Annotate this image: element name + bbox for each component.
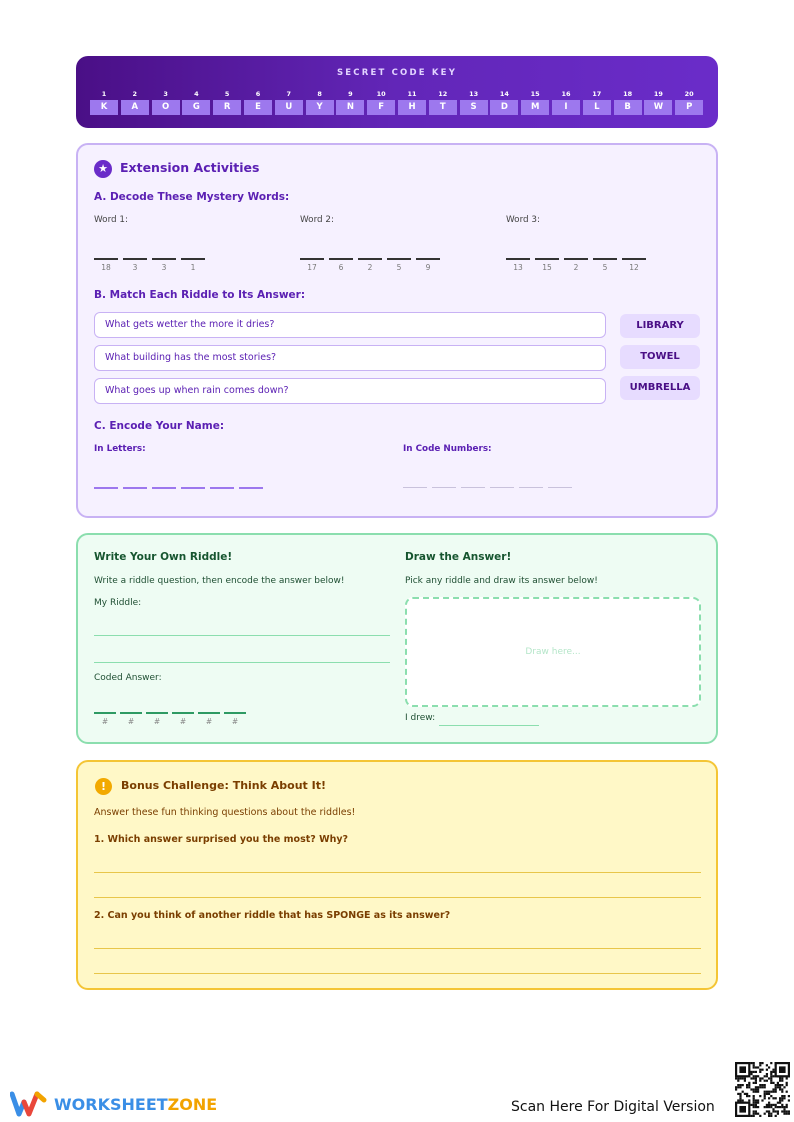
code-key-cell bbox=[244, 89, 272, 115]
name-number-blank[interactable] bbox=[403, 487, 427, 488]
letter-blank[interactable] bbox=[416, 258, 440, 260]
code-key-cell bbox=[614, 89, 642, 115]
own-riddle-instructions: Write a riddle question, then encode the answer below! bbox=[94, 576, 345, 586]
name-letter-blank[interactable] bbox=[152, 487, 176, 489]
code-key-letter: N bbox=[336, 100, 364, 115]
code-key-number: 4 bbox=[194, 90, 199, 98]
code-key-cell bbox=[336, 89, 364, 115]
coded-number-mark: # bbox=[179, 717, 187, 726]
code-key-cell bbox=[121, 89, 149, 115]
riddle-2[interactable]: What building has the most stories? bbox=[94, 345, 606, 371]
code-number: 3 bbox=[132, 263, 138, 272]
code-key-letter: A bbox=[121, 100, 149, 115]
in-letters-label: In Letters: bbox=[94, 444, 146, 454]
name-letter-blank[interactable] bbox=[94, 487, 118, 489]
coded-letter-blank[interactable] bbox=[224, 712, 246, 714]
code-number: 9 bbox=[425, 263, 431, 272]
code-number: 13 bbox=[513, 263, 523, 272]
word-2-label: Word 2: bbox=[300, 215, 334, 225]
code-key-letter: E bbox=[244, 100, 272, 115]
letter-blank[interactable] bbox=[358, 258, 382, 260]
letter-blank[interactable] bbox=[300, 258, 324, 260]
name-letter-blank[interactable] bbox=[123, 487, 147, 489]
code-key-cell bbox=[152, 89, 180, 115]
coded-letter-blank[interactable] bbox=[94, 712, 116, 714]
bonus-challenge-panel bbox=[76, 760, 718, 990]
scan-text: Scan Here For Digital Version bbox=[511, 1099, 715, 1115]
letter-blank[interactable] bbox=[535, 258, 559, 260]
letter-blank[interactable] bbox=[329, 258, 353, 260]
code-key-number: 17 bbox=[592, 90, 602, 98]
code-key-cell bbox=[275, 89, 303, 115]
code-key-number: 10 bbox=[376, 90, 386, 98]
star-icon: ★ bbox=[94, 160, 112, 178]
logo-w-icon bbox=[10, 1090, 48, 1118]
code-key-cell bbox=[182, 89, 210, 115]
letter-blank[interactable] bbox=[564, 258, 588, 260]
word-3-label: Word 3: bbox=[506, 215, 540, 225]
letter-blank[interactable] bbox=[181, 258, 205, 260]
my-riddle-label: My Riddle: bbox=[94, 598, 142, 608]
name-number-blank[interactable] bbox=[490, 487, 514, 488]
code-key-letter: P bbox=[675, 100, 703, 115]
i-drew-line[interactable] bbox=[439, 725, 539, 726]
code-key-number: 20 bbox=[684, 90, 694, 98]
coded-letter-blank[interactable] bbox=[120, 712, 142, 714]
letter-blank[interactable] bbox=[506, 258, 530, 260]
code-key-number: 14 bbox=[499, 90, 509, 98]
code-key-letter: G bbox=[182, 100, 210, 115]
letter-blank[interactable] bbox=[123, 258, 147, 260]
code-key-number: 8 bbox=[317, 90, 322, 98]
name-number-blank[interactable] bbox=[548, 487, 572, 488]
riddle-line-1[interactable] bbox=[94, 635, 390, 636]
i-drew-label: I drew: bbox=[405, 713, 436, 723]
code-key-letter: Y bbox=[306, 100, 334, 115]
code-key-cell bbox=[521, 89, 549, 115]
riddle-3[interactable]: What goes up when rain comes down? bbox=[94, 378, 606, 404]
code-key-letter: O bbox=[152, 100, 180, 115]
code-number: 5 bbox=[602, 263, 608, 272]
code-key-number: 1 bbox=[101, 90, 107, 98]
name-number-blank[interactable] bbox=[519, 487, 543, 488]
code-key-number: 18 bbox=[623, 90, 633, 98]
riddle-1[interactable]: What gets wetter the more it dries? bbox=[94, 312, 606, 338]
code-key-number: 3 bbox=[163, 90, 168, 98]
code-key-letter: H bbox=[398, 100, 426, 115]
bonus-intro: Answer these fun thinking questions about the riddles! bbox=[94, 807, 356, 818]
code-key-cell bbox=[90, 89, 118, 115]
code-number: 12 bbox=[629, 263, 639, 272]
code-number: 6 bbox=[338, 263, 344, 272]
own-riddle-panel bbox=[76, 533, 718, 744]
logo-text-zone: ZONE bbox=[167, 1095, 218, 1114]
code-key-letter: T bbox=[429, 100, 457, 115]
code-key-number: 13 bbox=[469, 90, 479, 98]
coded-number-mark: # bbox=[205, 717, 213, 726]
code-key-letter: I bbox=[552, 100, 580, 115]
code-number: 2 bbox=[573, 263, 579, 272]
warning-icon: ! bbox=[95, 778, 112, 795]
code-key-letter: L bbox=[583, 100, 611, 115]
code-key-cell bbox=[552, 89, 580, 115]
letter-blank[interactable] bbox=[622, 258, 646, 260]
code-key-cell bbox=[490, 89, 518, 115]
draw-instructions: Pick any riddle and draw its answer below! bbox=[405, 576, 598, 586]
in-code-numbers-label: In Code Numbers: bbox=[403, 444, 492, 454]
answer-line-1[interactable] bbox=[94, 872, 701, 873]
name-letter-blank[interactable] bbox=[210, 487, 234, 489]
code-key-letter: S bbox=[460, 100, 488, 115]
code-key-letter: M bbox=[521, 100, 549, 115]
code-key-number: 15 bbox=[530, 90, 540, 98]
code-key-number: 19 bbox=[653, 90, 663, 98]
section-b-heading: B. Match Each Riddle to Its Answer: bbox=[94, 289, 306, 301]
code-key-letter: K bbox=[90, 100, 118, 115]
code-number: 18 bbox=[101, 263, 111, 272]
extension-activities-panel bbox=[76, 143, 718, 518]
code-key-number: 16 bbox=[561, 90, 571, 98]
code-key-letter: B bbox=[614, 100, 642, 115]
name-number-blank[interactable] bbox=[432, 487, 456, 488]
code-key-cell bbox=[460, 89, 488, 115]
word-1-label: Word 1: bbox=[94, 215, 128, 225]
name-number-blank[interactable] bbox=[461, 487, 485, 488]
letter-blank[interactable] bbox=[593, 258, 617, 260]
logo-text-worksheet: WORKSHEET bbox=[54, 1095, 168, 1114]
code-key-cell bbox=[306, 89, 334, 115]
section-c-heading: C. Encode Your Name: bbox=[94, 420, 225, 432]
answer-line-3[interactable] bbox=[94, 948, 701, 949]
own-riddle-title: Write Your Own Riddle! bbox=[94, 551, 233, 563]
coded-number-mark: # bbox=[231, 717, 239, 726]
code-key-cell bbox=[429, 89, 457, 115]
code-key-number: 6 bbox=[255, 90, 261, 98]
code-number: 17 bbox=[307, 263, 317, 272]
code-key-number: 12 bbox=[438, 90, 448, 98]
answer-line-4[interactable] bbox=[94, 973, 701, 974]
coded-number-mark: # bbox=[153, 717, 161, 726]
code-key-cell bbox=[675, 89, 703, 115]
code-key-number: 7 bbox=[286, 90, 292, 98]
section-a-heading: A. Decode These Mystery Words: bbox=[94, 191, 290, 203]
code-key-letter: F bbox=[367, 100, 395, 115]
coded-number-mark: # bbox=[101, 717, 109, 726]
code-number: 2 bbox=[367, 263, 373, 272]
code-key-letter: W bbox=[644, 100, 672, 115]
answer-option-2[interactable]: TOWEL bbox=[620, 345, 700, 369]
qr-code-icon[interactable] bbox=[735, 1062, 790, 1117]
answer-option-3[interactable]: UMBRELLA bbox=[620, 376, 700, 400]
code-key-cell bbox=[583, 89, 611, 115]
answer-option-1[interactable]: LIBRARY bbox=[620, 314, 700, 338]
name-letter-blank[interactable] bbox=[239, 487, 263, 489]
code-key-number: 11 bbox=[407, 90, 417, 98]
code-key-cell bbox=[644, 89, 672, 115]
letter-blank[interactable] bbox=[387, 258, 411, 260]
draw-title: Draw the Answer! bbox=[405, 551, 512, 563]
draw-area[interactable] bbox=[405, 597, 701, 707]
coded-letter-blank[interactable] bbox=[198, 712, 220, 714]
extension-title: Extension Activities bbox=[120, 160, 260, 175]
bonus-question-1: 1. Which answer surprised you the most? Why? bbox=[94, 834, 349, 845]
coded-letter-blank[interactable] bbox=[146, 712, 168, 714]
code-key-letter: D bbox=[490, 100, 518, 115]
coded-answer-label: Coded Answer: bbox=[94, 673, 162, 683]
code-number: 1 bbox=[190, 263, 196, 272]
code-number: 5 bbox=[396, 263, 402, 272]
letter-blank[interactable] bbox=[152, 258, 176, 260]
name-letter-blank[interactable] bbox=[181, 487, 205, 489]
code-number: 3 bbox=[161, 263, 167, 272]
code-key-cell bbox=[213, 89, 241, 115]
coded-number-mark: # bbox=[127, 717, 135, 726]
riddle-line-2[interactable] bbox=[94, 662, 390, 663]
code-key-number: 5 bbox=[224, 90, 230, 98]
code-key-cell bbox=[398, 89, 426, 115]
bonus-title: Bonus Challenge: Think About It! bbox=[121, 779, 327, 792]
code-key-title: SECRET CODE KEY bbox=[336, 68, 458, 78]
letter-blank[interactable] bbox=[94, 258, 118, 260]
code-key-number: 9 bbox=[348, 90, 353, 98]
code-number: 15 bbox=[542, 263, 552, 272]
answer-line-2[interactable] bbox=[94, 897, 701, 898]
code-key-letter: R bbox=[213, 100, 241, 115]
code-key-cell bbox=[367, 89, 395, 115]
bonus-question-2: 2. Can you think of another riddle that has SPONGE as its answer? bbox=[94, 910, 451, 921]
draw-placeholder: Draw here... bbox=[525, 647, 581, 657]
code-key-number: 2 bbox=[132, 90, 138, 98]
coded-letter-blank[interactable] bbox=[172, 712, 194, 714]
code-key-letter: U bbox=[275, 100, 303, 115]
